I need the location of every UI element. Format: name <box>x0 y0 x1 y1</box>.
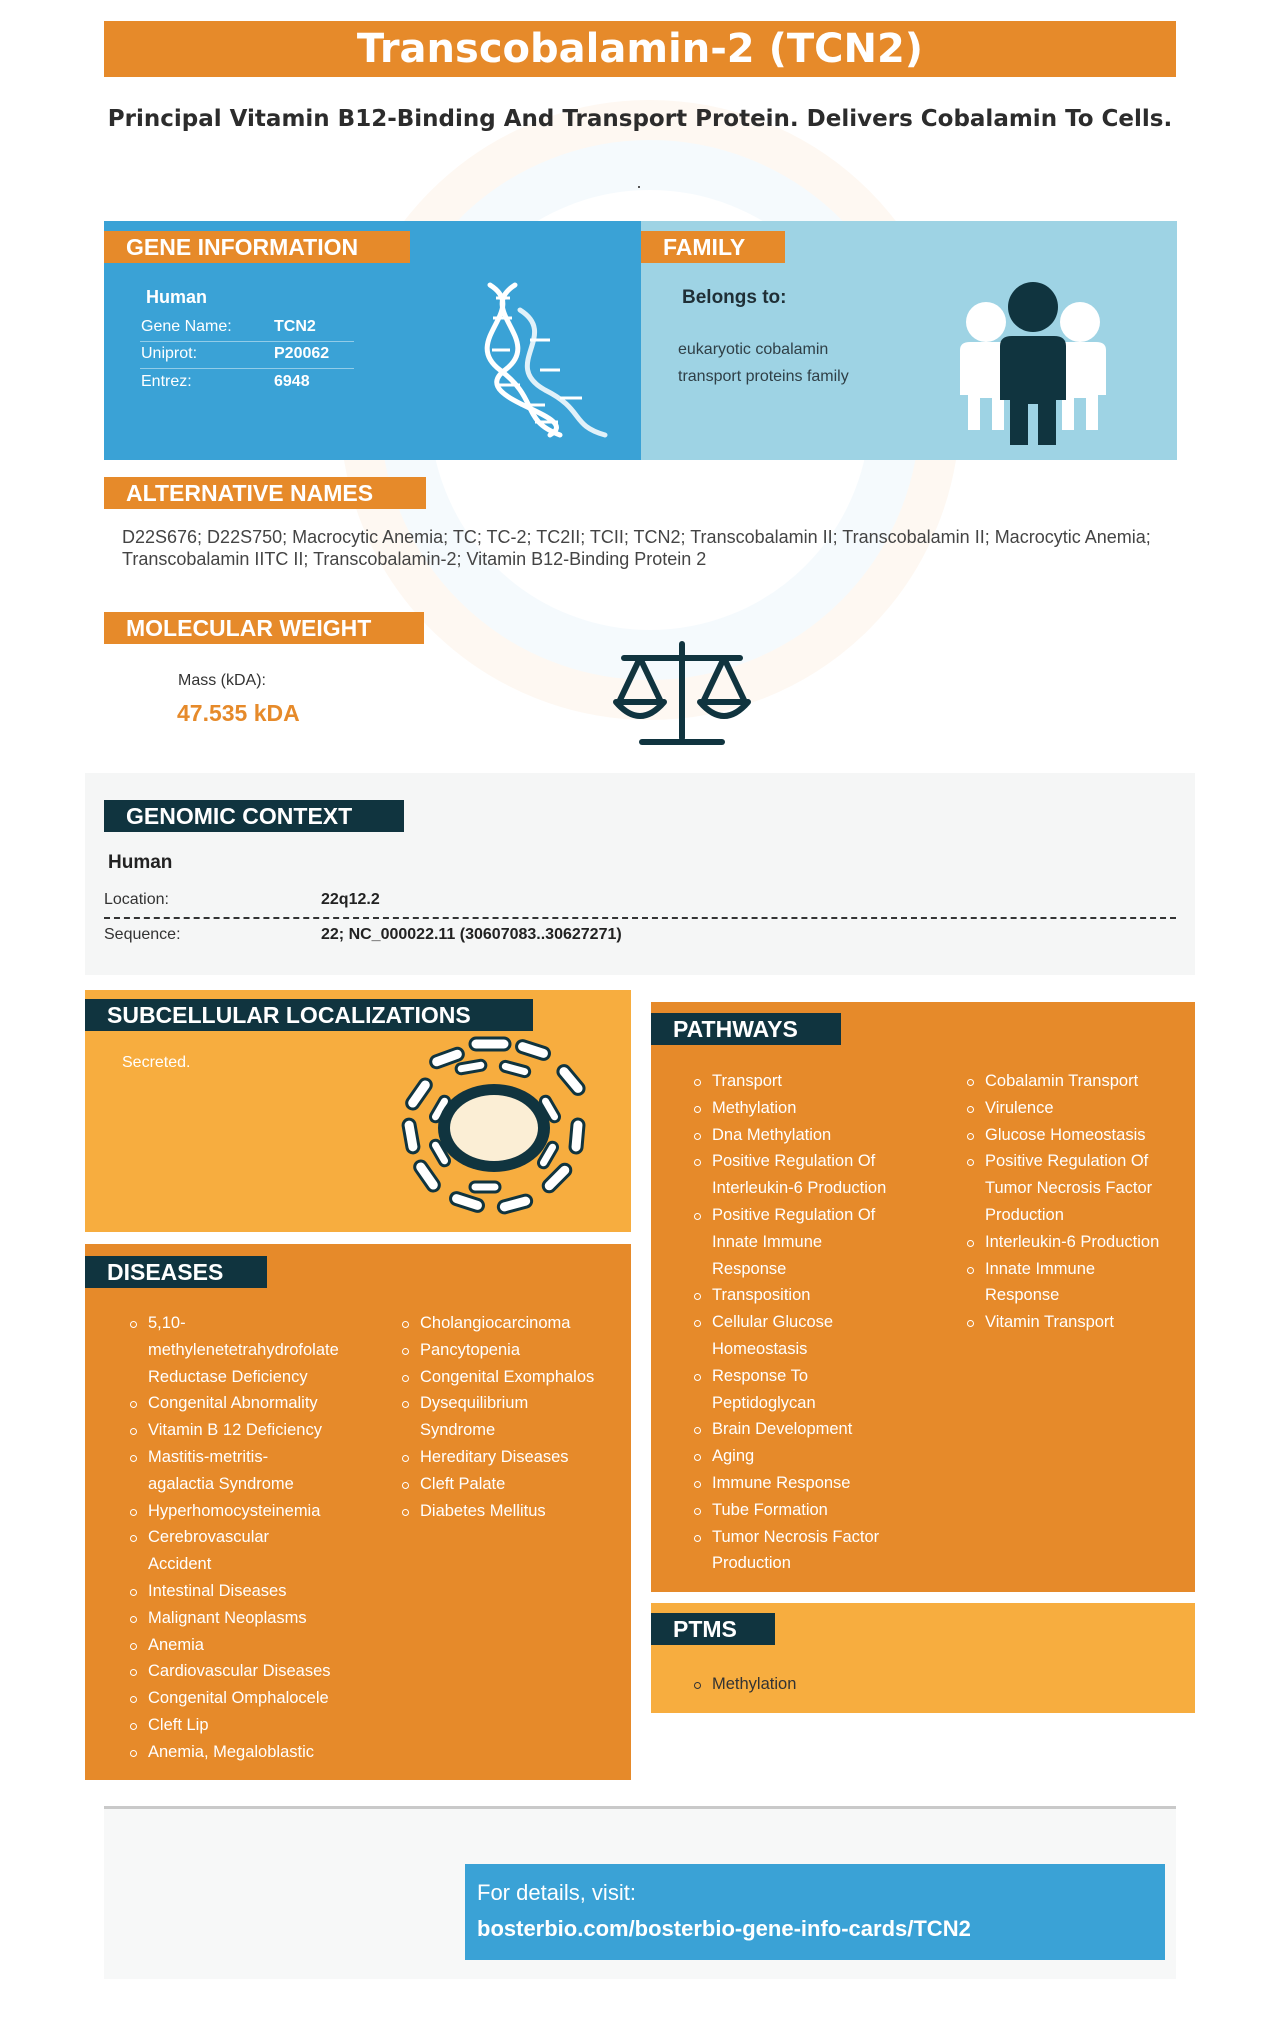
list-item: Hyperhomocysteinemia <box>128 1498 388 1525</box>
family-heading: FAMILY <box>641 231 785 263</box>
subcellular-heading: SUBCELLULAR LOCALIZATIONS <box>85 999 533 1031</box>
list-item: Cardiovascular Diseases <box>128 1658 388 1685</box>
list-item: 5,10- methylenetetrahydrofolate Reductase Deficiency <box>128 1310 388 1390</box>
page-subtitle: Principal Vitamin B12-Binding And Transport Protein. Delivers Cobalamin To Cells. <box>107 106 1173 132</box>
gene-row-divider <box>140 341 354 342</box>
diseases-list-1 <box>128 1310 388 1766</box>
list-item: Cleft Lip <box>128 1712 388 1739</box>
molecular-weight-heading: MOLECULAR WEIGHT <box>104 612 424 644</box>
location-value: 22q12.2 <box>321 891 380 908</box>
ptms-list <box>692 1671 942 1698</box>
list-item: Dna Methylation <box>692 1122 952 1149</box>
ptms-heading: PTMS <box>651 1613 775 1645</box>
pathways-heading: PATHWAYS <box>651 1013 841 1045</box>
list-item: Congenital Exomphalos <box>400 1364 620 1391</box>
mass-label: Mass (kDA): <box>178 672 266 689</box>
list-item: Transposition <box>692 1282 952 1309</box>
list-item: Mastitis-metritis- agalactia Syndrome <box>128 1444 388 1498</box>
gene-name-label: Gene Name: <box>141 318 232 335</box>
people-group-icon <box>958 280 1108 448</box>
diseases-list-2 <box>400 1310 620 1524</box>
subcellular-value: Secreted. <box>122 1054 191 1071</box>
list-item: Vitamin B 12 Deficiency <box>128 1417 388 1444</box>
list-item: Anemia, Megaloblastic <box>128 1739 388 1766</box>
dna-helix-icon <box>460 280 610 440</box>
belongs-to-label: Belongs to: <box>682 287 787 308</box>
list-item: Diabetes Mellitus <box>400 1498 620 1525</box>
balance-scale-icon <box>612 638 752 750</box>
page-title: Transcobalamin-2 (TCN2) <box>104 21 1176 77</box>
list-item: Pancytopenia <box>400 1337 620 1364</box>
details-link[interactable]: bosterbio.com/bosterbio-gene-info-cards/TCN2 <box>477 1916 971 1941</box>
sequence-value: 22; NC_000022.11 (30607083..30627271) <box>321 926 622 943</box>
list-item: Cleft Palate <box>400 1471 620 1498</box>
uniprot-value: P20062 <box>274 345 330 362</box>
entrez-value: 6948 <box>274 373 310 390</box>
list-item: Cobalamin Transport <box>965 1068 1190 1095</box>
genomic-context-heading: GENOMIC CONTEXT <box>104 800 404 832</box>
list-item: Positive Regulation Of Interleukin-6 Production <box>692 1148 952 1202</box>
list-item: Intestinal Diseases <box>128 1578 388 1605</box>
list-item: Positive Regulation Of Tumor Necrosis Factor Production <box>965 1148 1190 1228</box>
location-label: Location: <box>104 891 169 908</box>
list-item: Methylation <box>692 1095 952 1122</box>
details-card[interactable] <box>465 1864 1165 1960</box>
mass-value: 47.535 kDA <box>177 700 300 726</box>
list-item: Glucose Homeostasis <box>965 1122 1190 1149</box>
stray-dot <box>638 186 640 188</box>
list-item: Virulence <box>965 1095 1190 1122</box>
list-item: Dysequilibrium Syndrome <box>400 1390 620 1444</box>
gene-row-divider <box>140 368 354 369</box>
list-item: Transport <box>692 1068 952 1095</box>
list-item: Cholangiocarcinoma <box>400 1310 620 1337</box>
list-item: Methylation <box>692 1671 942 1698</box>
list-item: Congenital Abnormality <box>128 1390 388 1417</box>
alternative-names-heading: ALTERNATIVE NAMES <box>104 477 426 509</box>
list-item: Interleukin-6 Production <box>965 1229 1190 1256</box>
uniprot-label: Uniprot: <box>141 345 198 362</box>
gene-information-heading: GENE INFORMATION <box>104 231 410 263</box>
list-item: Aging <box>692 1443 952 1470</box>
genomic-divider <box>104 917 1176 919</box>
list-item: Cellular Glucose Homeostasis <box>692 1309 952 1363</box>
list-item: Hereditary Diseases <box>400 1444 620 1471</box>
list-item: Brain Development <box>692 1416 952 1443</box>
list-item: Response To Peptidoglycan <box>692 1363 952 1417</box>
family-value: eukaryotic cobalamin transport proteins family <box>678 341 849 385</box>
gene-name-value: TCN2 <box>274 318 316 335</box>
list-item: Tube Formation <box>692 1497 952 1524</box>
golgi-cell-icon <box>390 1030 600 1220</box>
list-item: Anemia <box>128 1632 388 1659</box>
genomic-organism: Human <box>108 852 173 873</box>
list-item: Cerebrovascular Accident <box>128 1524 388 1578</box>
diseases-heading: DISEASES <box>85 1256 267 1288</box>
entrez-label: Entrez: <box>141 373 192 390</box>
alternative-names-text: D22S676; D22S750; Macrocytic Anemia; TC; TC-2; TC2II; TCII; TCN2; Transcobalamin II; Transcobalamin II; Macrocytic Anemia; Transcobalamin IITC II; Transcobalamin-2; Vitamin B12-Binding Protein 2 <box>122 527 1151 569</box>
list-item: Vitamin Transport <box>965 1309 1190 1336</box>
details-label: For details, visit: <box>477 1880 636 1905</box>
list-item: Positive Regulation Of Innate Immune Response <box>692 1202 952 1282</box>
sequence-label: Sequence: <box>104 926 181 943</box>
gene-organism: Human <box>146 287 208 307</box>
pathways-list-1 <box>692 1068 952 1577</box>
list-item: Innate Immune Response <box>965 1256 1190 1310</box>
list-item: Immune Response <box>692 1470 952 1497</box>
list-item: Tumor Necrosis Factor Production <box>692 1524 952 1578</box>
list-item: Malignant Neoplasms <box>128 1605 388 1632</box>
list-item: Congenital Omphalocele <box>128 1685 388 1712</box>
pathways-list-2 <box>965 1068 1190 1336</box>
